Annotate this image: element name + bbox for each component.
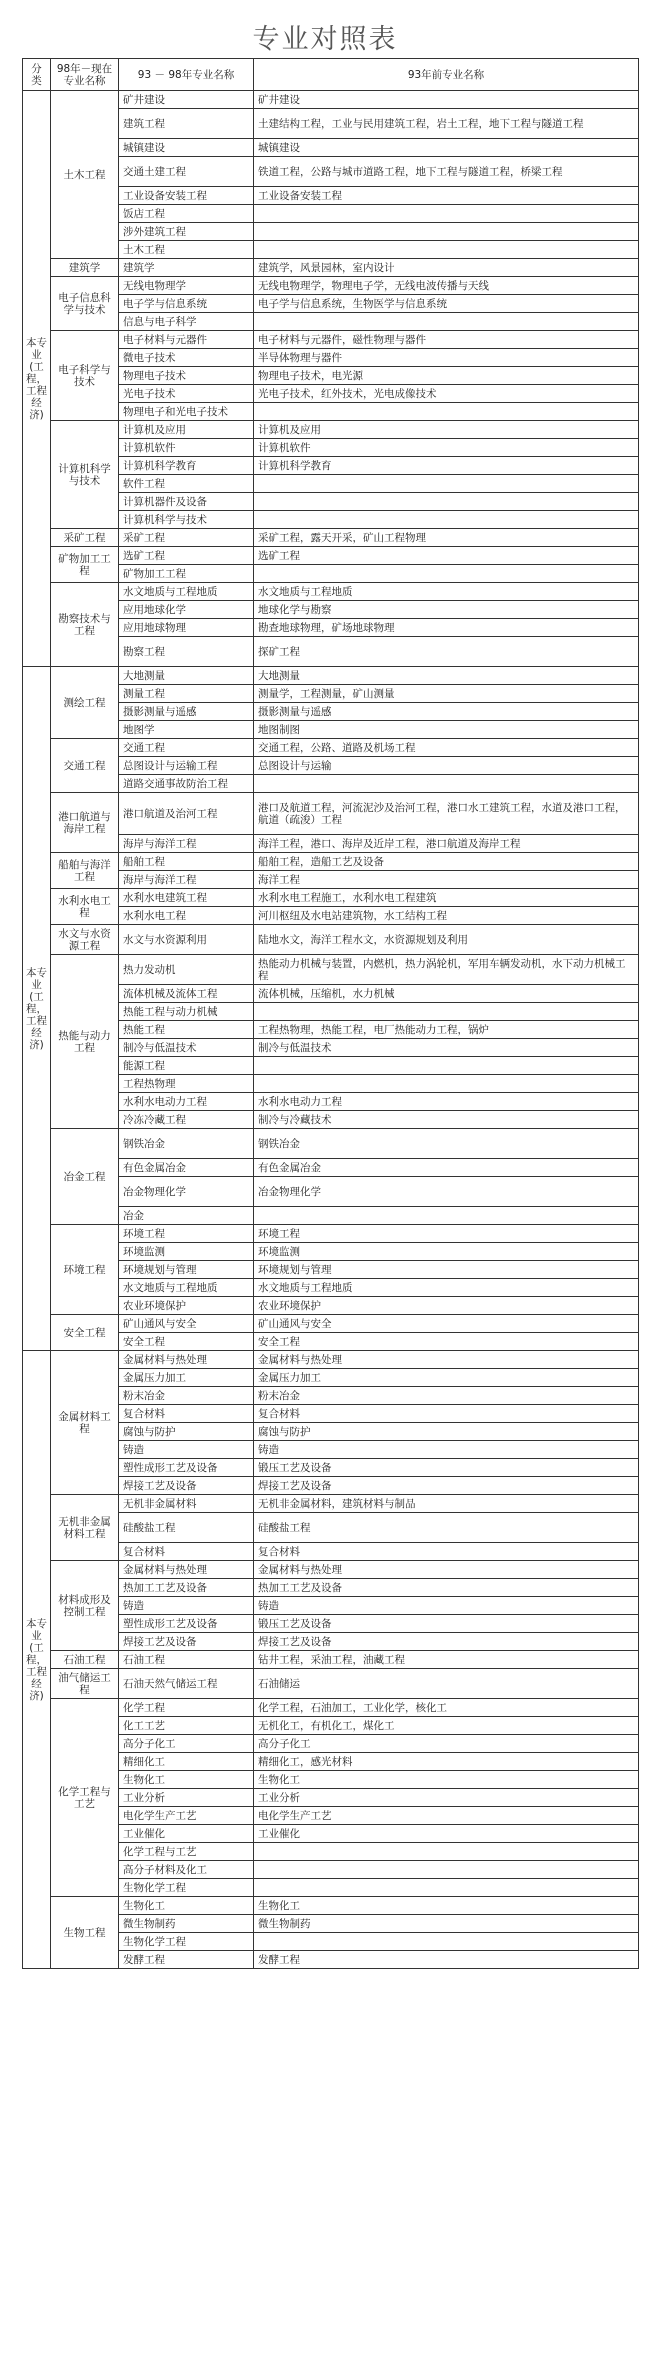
current-major-cell: 测绘工程 [51,667,119,739]
major-93-98-cell: 高分子材料及化工 [119,1861,254,1879]
major-93-98-cell: 计算机及应用 [119,421,254,439]
major-93-98-cell: 测量工程 [119,685,254,703]
current-major-cell: 石油工程 [51,1651,119,1669]
table-row [23,1225,639,1243]
major-93-98-cell: 电子学与信息系统 [119,295,254,313]
header-pre-93-major: 93年前专业名称 [254,59,639,91]
major-pre-93-cell: 工业分析 [254,1789,639,1807]
major-pre-93-cell: 城镇建设 [254,139,639,157]
major-pre-93-cell: 钢铁冶金 [254,1129,639,1159]
major-93-98-cell: 冶金 [119,1207,254,1225]
table-row [23,1699,639,1717]
major-pre-93-cell: 半导体物理与器件 [254,349,639,367]
major-93-98-cell: 计算机科学教育 [119,457,254,475]
table-row [23,547,639,565]
major-93-98-cell: 农业环境保护 [119,1297,254,1315]
major-pre-93-cell: 无线电物理学，物理电子学，无线电波传播与天线 [254,277,639,295]
major-93-98-cell: 计算机科学与技术 [119,511,254,529]
major-pre-93-cell: 金属材料与热处理 [254,1561,639,1579]
major-pre-93-cell: 焊接工艺及设备 [254,1633,639,1651]
major-93-98-cell: 焊接工艺及设备 [119,1477,254,1495]
major-93-98-cell: 钢铁冶金 [119,1129,254,1159]
table-header-row [23,59,639,91]
table-row [23,889,639,907]
current-major-cell: 船舶与海洋工程 [51,853,119,889]
current-major-cell: 矿物加工工程 [51,547,119,583]
table-row [23,793,639,835]
major-93-98-cell: 电化学生产工艺 [119,1807,254,1825]
major-pre-93-cell: 流体机械，压缩机，水力机械 [254,985,639,1003]
table-row [23,667,639,685]
major-pre-93-cell: 电子材料与元器件，磁性物理与器件 [254,331,639,349]
major-93-98-cell: 安全工程 [119,1333,254,1351]
major-pre-93-cell: 钻井工程，采油工程，油藏工程 [254,1651,639,1669]
major-pre-93-cell: 水利水电工程施工，水利水电工程建筑 [254,889,639,907]
major-93-98-cell: 电子材料与元器件 [119,331,254,349]
major-pre-93-cell: 制冷与冷藏技术 [254,1111,639,1129]
major-pre-93-cell [254,775,639,793]
table-row [23,91,639,109]
major-pre-93-cell: 铁道工程，公路与城市道路工程，地下工程与隧道工程，桥梁工程 [254,157,639,187]
major-pre-93-cell [254,493,639,511]
major-pre-93-cell: 安全工程 [254,1333,639,1351]
major-pre-93-cell: 焊接工艺及设备 [254,1477,639,1495]
major-pre-93-cell: 锻压工艺及设备 [254,1459,639,1477]
major-93-98-cell: 铸造 [119,1597,254,1615]
major-pre-93-cell: 矿井建设 [254,91,639,109]
major-93-98-cell: 水文与水资源利用 [119,925,254,955]
major-pre-93-cell: 无机化工，有机化工，煤化工 [254,1717,639,1735]
table-row [23,1315,639,1333]
major-pre-93-cell: 海洋工程 [254,871,639,889]
major-93-98-cell: 光电子技术 [119,385,254,403]
major-pre-93-cell [254,1861,639,1879]
major-pre-93-cell: 热加工工艺及设备 [254,1579,639,1597]
major-93-98-cell: 港口航道及治河工程 [119,793,254,835]
major-93-98-cell: 化工工艺 [119,1717,254,1735]
table-row [23,739,639,757]
major-pre-93-cell: 河川枢纽及水电站建筑物，水工结构工程 [254,907,639,925]
major-93-98-cell: 生物化学工程 [119,1879,254,1897]
major-93-98-cell: 选矿工程 [119,547,254,565]
current-major-cell: 冶金工程 [51,1129,119,1225]
major-93-98-cell: 水利水电建筑工程 [119,889,254,907]
major-93-98-cell: 无线电物理学 [119,277,254,295]
major-pre-93-cell: 有色金属冶金 [254,1159,639,1177]
header-93-98-major: 93 － 98年专业名称 [119,59,254,91]
table-row [23,1669,639,1699]
major-pre-93-cell: 交通工程，公路、道路及机场工程 [254,739,639,757]
major-93-98-cell: 信息与电子科学 [119,313,254,331]
major-pre-93-cell: 水文地质与工程地质 [254,583,639,601]
table-row [23,1495,639,1513]
major-93-98-cell: 海岸与海洋工程 [119,871,254,889]
table-row [23,1129,639,1159]
current-major-cell: 勘察技术与工程 [51,583,119,667]
major-93-98-cell: 复合材料 [119,1543,254,1561]
major-93-98-cell: 工业设备安装工程 [119,187,254,205]
major-pre-93-cell: 计算机软件 [254,439,639,457]
major-93-98-cell: 化学工程与工艺 [119,1843,254,1861]
major-comparison-table [22,58,639,1969]
major-pre-93-cell: 环境规划与管理 [254,1261,639,1279]
major-pre-93-cell: 生物化工 [254,1771,639,1789]
table-row [23,853,639,871]
major-pre-93-cell: 微生物制药 [254,1915,639,1933]
major-pre-93-cell: 大地测量 [254,667,639,685]
major-pre-93-cell [254,1075,639,1093]
table-row [23,1351,639,1369]
major-pre-93-cell: 工程热物理，热能工程，电厂热能动力工程，锅炉 [254,1021,639,1039]
major-pre-93-cell: 电化学生产工艺 [254,1807,639,1825]
major-93-98-cell: 生物化学工程 [119,1933,254,1951]
major-93-98-cell: 物理电子技术 [119,367,254,385]
major-93-98-cell: 腐蚀与防护 [119,1423,254,1441]
major-93-98-cell: 焊接工艺及设备 [119,1633,254,1651]
table-row [23,529,639,547]
level-cell: 本专业(工程，工程经济) [23,91,51,667]
current-major-cell: 材料成形及控制工程 [51,1561,119,1651]
current-major-cell: 土木工程 [51,91,119,259]
major-pre-93-cell: 勘查地球物理，矿场地球物理 [254,619,639,637]
current-major-cell: 电子信息科学与技术 [51,277,119,331]
current-major-cell: 化学工程与工艺 [51,1699,119,1897]
major-93-98-cell: 大地测量 [119,667,254,685]
major-93-98-cell: 工程热物理 [119,1075,254,1093]
current-major-cell: 热能与动力工程 [51,955,119,1129]
major-pre-93-cell: 采矿工程，露天开采，矿山工程物理 [254,529,639,547]
major-pre-93-cell: 建筑学，风景园林，室内设计 [254,259,639,277]
table-row [23,925,639,955]
major-pre-93-cell: 复合材料 [254,1543,639,1561]
major-pre-93-cell: 工业设备安装工程 [254,187,639,205]
major-pre-93-cell: 腐蚀与防护 [254,1423,639,1441]
major-93-98-cell: 热加工工艺及设备 [119,1579,254,1597]
current-major-cell: 生物工程 [51,1897,119,1969]
major-93-98-cell: 计算机器件及设备 [119,493,254,511]
major-93-98-cell: 计算机软件 [119,439,254,457]
major-pre-93-cell: 海洋工程，港口、海岸及近岸工程，港口航道及海岸工程 [254,835,639,853]
current-major-cell: 交通工程 [51,739,119,793]
major-pre-93-cell: 水利水电动力工程 [254,1093,639,1111]
major-pre-93-cell: 测量学，工程测量，矿山测量 [254,685,639,703]
major-pre-93-cell: 锻压工艺及设备 [254,1615,639,1633]
major-pre-93-cell [254,565,639,583]
major-pre-93-cell [254,475,639,493]
major-93-98-cell: 微电子技术 [119,349,254,367]
major-pre-93-cell: 铸造 [254,1597,639,1615]
major-93-98-cell: 交通工程 [119,739,254,757]
major-pre-93-cell: 选矿工程 [254,547,639,565]
major-pre-93-cell: 无机非金属材料，建筑材料与制品 [254,1495,639,1513]
table-row [23,331,639,349]
major-pre-93-cell: 复合材料 [254,1405,639,1423]
major-93-98-cell: 无机非金属材料 [119,1495,254,1513]
major-pre-93-cell: 硅酸盐工程 [254,1513,639,1543]
major-93-98-cell: 总图设计与运输工程 [119,757,254,775]
major-93-98-cell: 矿山通风与安全 [119,1315,254,1333]
major-93-98-cell: 热力发动机 [119,955,254,985]
level-cell: 本专业(工程，工程经济) [23,667,51,1351]
major-93-98-cell: 精细化工 [119,1753,254,1771]
major-pre-93-cell [254,1057,639,1075]
major-pre-93-cell: 探矿工程 [254,637,639,667]
major-pre-93-cell: 物理电子技术，电光源 [254,367,639,385]
major-93-98-cell: 矿井建设 [119,91,254,109]
major-93-98-cell: 城镇建设 [119,139,254,157]
major-93-98-cell: 环境工程 [119,1225,254,1243]
major-93-98-cell: 硅酸盐工程 [119,1513,254,1543]
major-93-98-cell: 制冷与低温技术 [119,1039,254,1057]
major-pre-93-cell: 农业环境保护 [254,1297,639,1315]
major-93-98-cell: 软件工程 [119,475,254,493]
major-93-98-cell: 地图学 [119,721,254,739]
major-pre-93-cell: 金属压力加工 [254,1369,639,1387]
level-cell: 本专业(工程，工程经济) [23,1351,51,1969]
major-pre-93-cell: 生物化工 [254,1897,639,1915]
table-row [23,259,639,277]
major-93-98-cell: 微生物制药 [119,1915,254,1933]
major-93-98-cell: 金属材料与热处理 [119,1351,254,1369]
major-pre-93-cell: 金属材料与热处理 [254,1351,639,1369]
major-pre-93-cell [254,1003,639,1021]
table-row [23,421,639,439]
major-pre-93-cell [254,1879,639,1897]
major-93-98-cell: 道路交通事故防治工程 [119,775,254,793]
current-major-cell: 环境工程 [51,1225,119,1315]
major-93-98-cell: 生物化工 [119,1897,254,1915]
major-93-98-cell: 冶金物理化学 [119,1177,254,1207]
major-93-98-cell: 采矿工程 [119,529,254,547]
major-93-98-cell: 饭店工程 [119,205,254,223]
major-pre-93-cell: 矿山通风与安全 [254,1315,639,1333]
major-93-98-cell: 建筑学 [119,259,254,277]
document-title: 专业对照表 [252,24,398,55]
major-93-98-cell: 水利水电动力工程 [119,1093,254,1111]
major-93-98-cell: 海岸与海洋工程 [119,835,254,853]
current-major-cell: 采矿工程 [51,529,119,547]
table-row [23,277,639,295]
header-level: 分类 [23,59,51,91]
major-pre-93-cell [254,1207,639,1225]
major-93-98-cell: 船舶工程 [119,853,254,871]
major-93-98-cell: 摄影测量与遥感 [119,703,254,721]
major-93-98-cell: 环境监测 [119,1243,254,1261]
current-major-cell: 建筑学 [51,259,119,277]
major-pre-93-cell: 地球化学与勘察 [254,601,639,619]
major-93-98-cell: 石油工程 [119,1651,254,1669]
major-pre-93-cell: 热能动力机械与装置，内燃机，热力涡轮机，军用车辆发动机，水下动力机械工程 [254,955,639,985]
major-93-98-cell: 塑性成形工艺及设备 [119,1615,254,1633]
major-93-98-cell: 应用地球物理 [119,619,254,637]
major-93-98-cell: 勘察工程 [119,637,254,667]
major-93-98-cell: 高分子化工 [119,1735,254,1753]
major-93-98-cell: 粉末冶金 [119,1387,254,1405]
current-major-cell: 安全工程 [51,1315,119,1351]
table-row [23,1897,639,1915]
major-pre-93-cell [254,511,639,529]
major-93-98-cell: 能源工程 [119,1057,254,1075]
major-93-98-cell: 流体机械及流体工程 [119,985,254,1003]
current-major-cell: 无机非金属材料工程 [51,1495,119,1561]
major-pre-93-cell [254,313,639,331]
major-pre-93-cell [254,205,639,223]
major-93-98-cell: 热能工程与动力机械 [119,1003,254,1021]
major-93-98-cell: 冷冻冷藏工程 [119,1111,254,1129]
major-pre-93-cell [254,241,639,259]
major-pre-93-cell [254,223,639,241]
major-pre-93-cell: 船舶工程，造船工艺及设备 [254,853,639,871]
major-pre-93-cell [254,403,639,421]
major-pre-93-cell: 粉末冶金 [254,1387,639,1405]
current-major-cell: 水文与水资源工程 [51,925,119,955]
major-pre-93-cell: 制冷与低温技术 [254,1039,639,1057]
table-row [23,583,639,601]
major-93-98-cell: 交通土建工程 [119,157,254,187]
table-row [23,1651,639,1669]
major-pre-93-cell: 精细化工，感光材料 [254,1753,639,1771]
major-93-98-cell: 有色金属冶金 [119,1159,254,1177]
major-93-98-cell: 水利水电工程 [119,907,254,925]
major-93-98-cell: 铸造 [119,1441,254,1459]
current-major-cell: 计算机科学与技术 [51,421,119,529]
major-93-98-cell: 水文地质与工程地质 [119,583,254,601]
major-pre-93-cell: 光电子技术，红外技术，光电成像技术 [254,385,639,403]
major-pre-93-cell: 工业催化 [254,1825,639,1843]
major-pre-93-cell: 石油储运 [254,1669,639,1699]
table-row [23,1561,639,1579]
table-row [23,955,639,985]
major-pre-93-cell: 环境工程 [254,1225,639,1243]
major-pre-93-cell: 计算机及应用 [254,421,639,439]
current-major-cell: 油气储运工程 [51,1669,119,1699]
major-pre-93-cell: 环境监测 [254,1243,639,1261]
current-major-cell: 水利水电工程 [51,889,119,925]
major-93-98-cell: 土木工程 [119,241,254,259]
major-pre-93-cell: 水文地质与工程地质 [254,1279,639,1297]
major-93-98-cell: 物理电子和光电子技术 [119,403,254,421]
major-pre-93-cell: 冶金物理化学 [254,1177,639,1207]
major-93-98-cell: 建筑工程 [119,109,254,139]
current-major-cell: 港口航道与海岸工程 [51,793,119,853]
major-pre-93-cell: 总图设计与运输 [254,757,639,775]
table-body [23,91,639,1969]
major-93-98-cell: 应用地球化学 [119,601,254,619]
major-pre-93-cell: 化学工程，石油加工，工业化学，核化工 [254,1699,639,1717]
major-93-98-cell: 环境规划与管理 [119,1261,254,1279]
major-pre-93-cell: 铸造 [254,1441,639,1459]
major-93-98-cell: 工业分析 [119,1789,254,1807]
major-pre-93-cell: 高分子化工 [254,1735,639,1753]
major-93-98-cell: 金属材料与热处理 [119,1561,254,1579]
major-93-98-cell: 复合材料 [119,1405,254,1423]
major-93-98-cell: 发酵工程 [119,1951,254,1969]
major-93-98-cell: 生物化工 [119,1771,254,1789]
major-pre-93-cell: 发酵工程 [254,1951,639,1969]
current-major-cell: 金属材料工程 [51,1351,119,1495]
major-93-98-cell: 化学工程 [119,1699,254,1717]
major-93-98-cell: 涉外建筑工程 [119,223,254,241]
major-pre-93-cell: 地图制图 [254,721,639,739]
major-93-98-cell: 塑性成形工艺及设备 [119,1459,254,1477]
major-pre-93-cell: 电子学与信息系统，生物医学与信息系统 [254,295,639,313]
major-93-98-cell: 金属压力加工 [119,1369,254,1387]
major-pre-93-cell: 计算机科学教育 [254,457,639,475]
current-major-cell: 电子科学与技术 [51,331,119,421]
major-pre-93-cell: 陆地水文，海洋工程水文，水资源规划及利用 [254,925,639,955]
major-93-98-cell: 工业催化 [119,1825,254,1843]
major-93-98-cell: 水文地质与工程地质 [119,1279,254,1297]
major-93-98-cell: 石油天然气储运工程 [119,1669,254,1699]
header-current-major: 98年－现在专业名称 [51,59,119,91]
major-pre-93-cell [254,1933,639,1951]
major-pre-93-cell [254,1843,639,1861]
major-93-98-cell: 矿物加工工程 [119,565,254,583]
major-93-98-cell: 热能工程 [119,1021,254,1039]
major-pre-93-cell: 港口及航道工程，河流泥沙及治河工程，港口水工建筑工程，水道及港口工程，航道（疏浚）工程 [254,793,639,835]
major-pre-93-cell: 土建结构工程，工业与民用建筑工程，岩土工程，地下工程与隧道工程 [254,109,639,139]
major-pre-93-cell: 摄影测量与遥感 [254,703,639,721]
